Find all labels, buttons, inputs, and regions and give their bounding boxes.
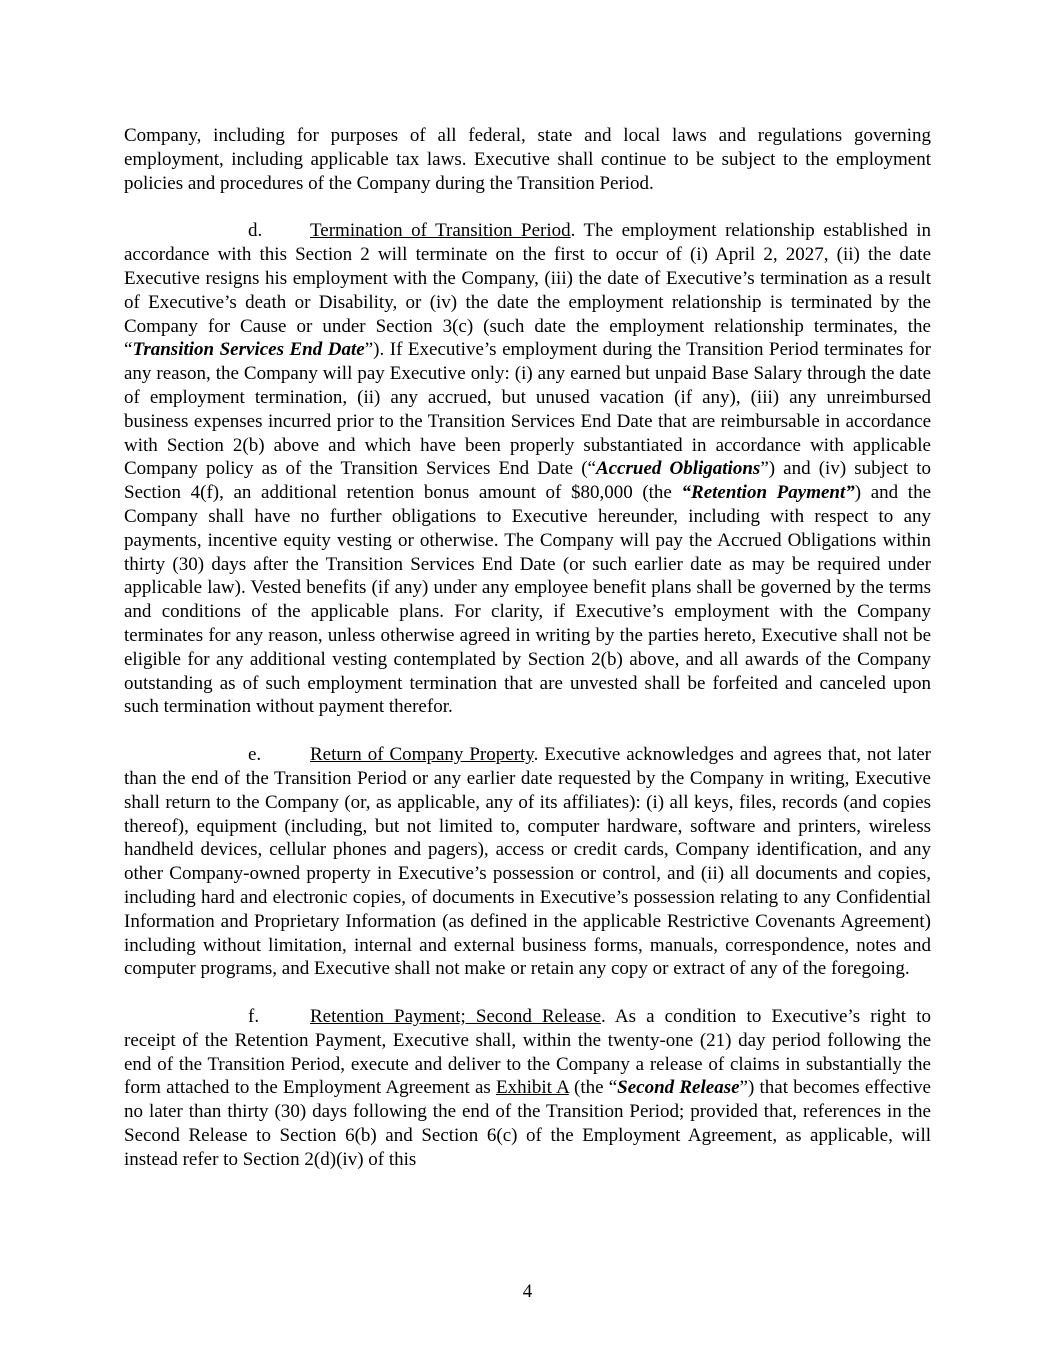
paragraph-c-text: Company, including for purposes of all federal, state and local laws and regulations governing employment, including applicable tax laws. Executive shall continue to be subject to the employment policies and procedures of the Company during the Transition Period.	[124, 125, 931, 194]
page-number: 4	[522, 1281, 533, 1302]
section-d-text-3: ”) and (iv) subject to Section 4(f), an additional retention bonus amount of $80,000 (the	[124, 458, 931, 504]
section-e-heading: Return of Company Property	[310, 744, 534, 766]
section-e-marker: e.	[248, 744, 262, 766]
section-d-heading: Termination of Transition Period	[310, 220, 571, 242]
section-d-text-2: ”). If Executive’s employment during the Transition Period terminates for any reason, the Company will pay Executive only: (i) any earned but unpaid Base Salary through the date of employment termination, (ii) any accrued, but unused vacation (if any), (iii) any unreimbursed business expenses incurred prior to the Transition Services End Date that are reimbursable in accordance with Section 2(b) above and which have been properly substantiated in accordance with applicable Company policy as of the Transition Services End Date (“	[124, 339, 931, 480]
section-f-text-2: (the “	[568, 1077, 618, 1099]
section-f-heading: Retention Payment; Second Release	[310, 1006, 602, 1028]
defined-term-transition-services-end-date: Transition Services End Date	[132, 339, 365, 361]
section-e-text-1: . Executive acknowledges and agrees that, not later than the end of the Transition Period or any earlier date requested by the Company in writing, Executive shall return to the Company (or, as applicable, any of its affiliates): (i) all keys, files, records (and copies thereof), equipment (including, but not limited to, computer hardware, software and printers, wireless handheld devices, cellular phones and pagers), access or credit cards, Company identification, and any other Company-owned property in Executive’s possession or control, and (ii) all documents and copies, including hard and electronic copies, of documents in Executive’s possession relating to any Confidential Information and Proprietary Information (as defined in the applicable Restrictive Covenants Agreement) including without limitation, internal and external business forms, manuals, correspondence, notes and computer programs, and Executive shall not make or retain any copy or extract of any of the foregoing.	[124, 744, 931, 980]
section-f-text-3: ”) that becomes effective no later than thirty (30) days following the end of the Transition Period; provided that, references in the Second Release to Section 6(b) and Section 6(c) of the Employment Agreement, as applicable, will instead refer to Section 2(d)(iv) of this	[124, 1077, 931, 1170]
section-f-text-1: . As a condition to Executive’s right to receipt of the Retention Payment, Executive shall, within the twenty-one (21) day period following the end of the Transition Period, execute and deliver to the Company a release of claims in substantially the form attached to the Employment Agreement as	[124, 1006, 931, 1099]
defined-term-accrued-obligations: Accrued Obligations	[595, 458, 761, 480]
document-page	[124, 124, 931, 1196]
paragraph-c-continued	[124, 124, 931, 195]
section-f-paragraph	[124, 1005, 931, 1172]
section-d-marker: d.	[248, 220, 263, 242]
defined-term-retention-payment: “Retention Payment”	[681, 482, 855, 504]
defined-term-second-release: Second Release	[617, 1077, 740, 1099]
section-d-text-4: ) and the Company shall have no further obligations to Executive hereunder, including with respect to any payments, incentive equity vesting or otherwise. The Company will pay the Accrued Obligations within thirty (30) days after the Transition Services End Date (or such earlier date as may be required under applicable law). Vested benefits (if any) under any employee benefit plans shall be governed by the terms and conditions of the applicable plans. For clarity, if Executive’s employment with the Company terminates for any reason, unless otherwise agreed in writing by the parties hereto, Executive shall not be eligible for any additional vesting contemplated by Section 2(b) above, and all awards of the Company outstanding as of such employment termination that are unvested shall be forfeited and canceled upon such termination without payment therefor.	[124, 482, 932, 718]
section-d-paragraph	[124, 219, 931, 719]
section-f-marker: f.	[248, 1006, 260, 1028]
exhibit-a-reference: Exhibit A	[496, 1077, 569, 1099]
section-e-paragraph	[124, 743, 931, 981]
section-d-text-1: . The employment relationship established in accordance with this Section 2 will terminate on the first to occur of (i) April 2, 2027, (ii) the date Executive resigns his employment with the Company, (iii) the date of Executive’s termination as a result of Executive’s death or Disability, or (iv) the date the employment relationship is terminated by the Company for Cause or under Section 3(c) (such date the employment relationship terminates, the “	[124, 220, 931, 361]
